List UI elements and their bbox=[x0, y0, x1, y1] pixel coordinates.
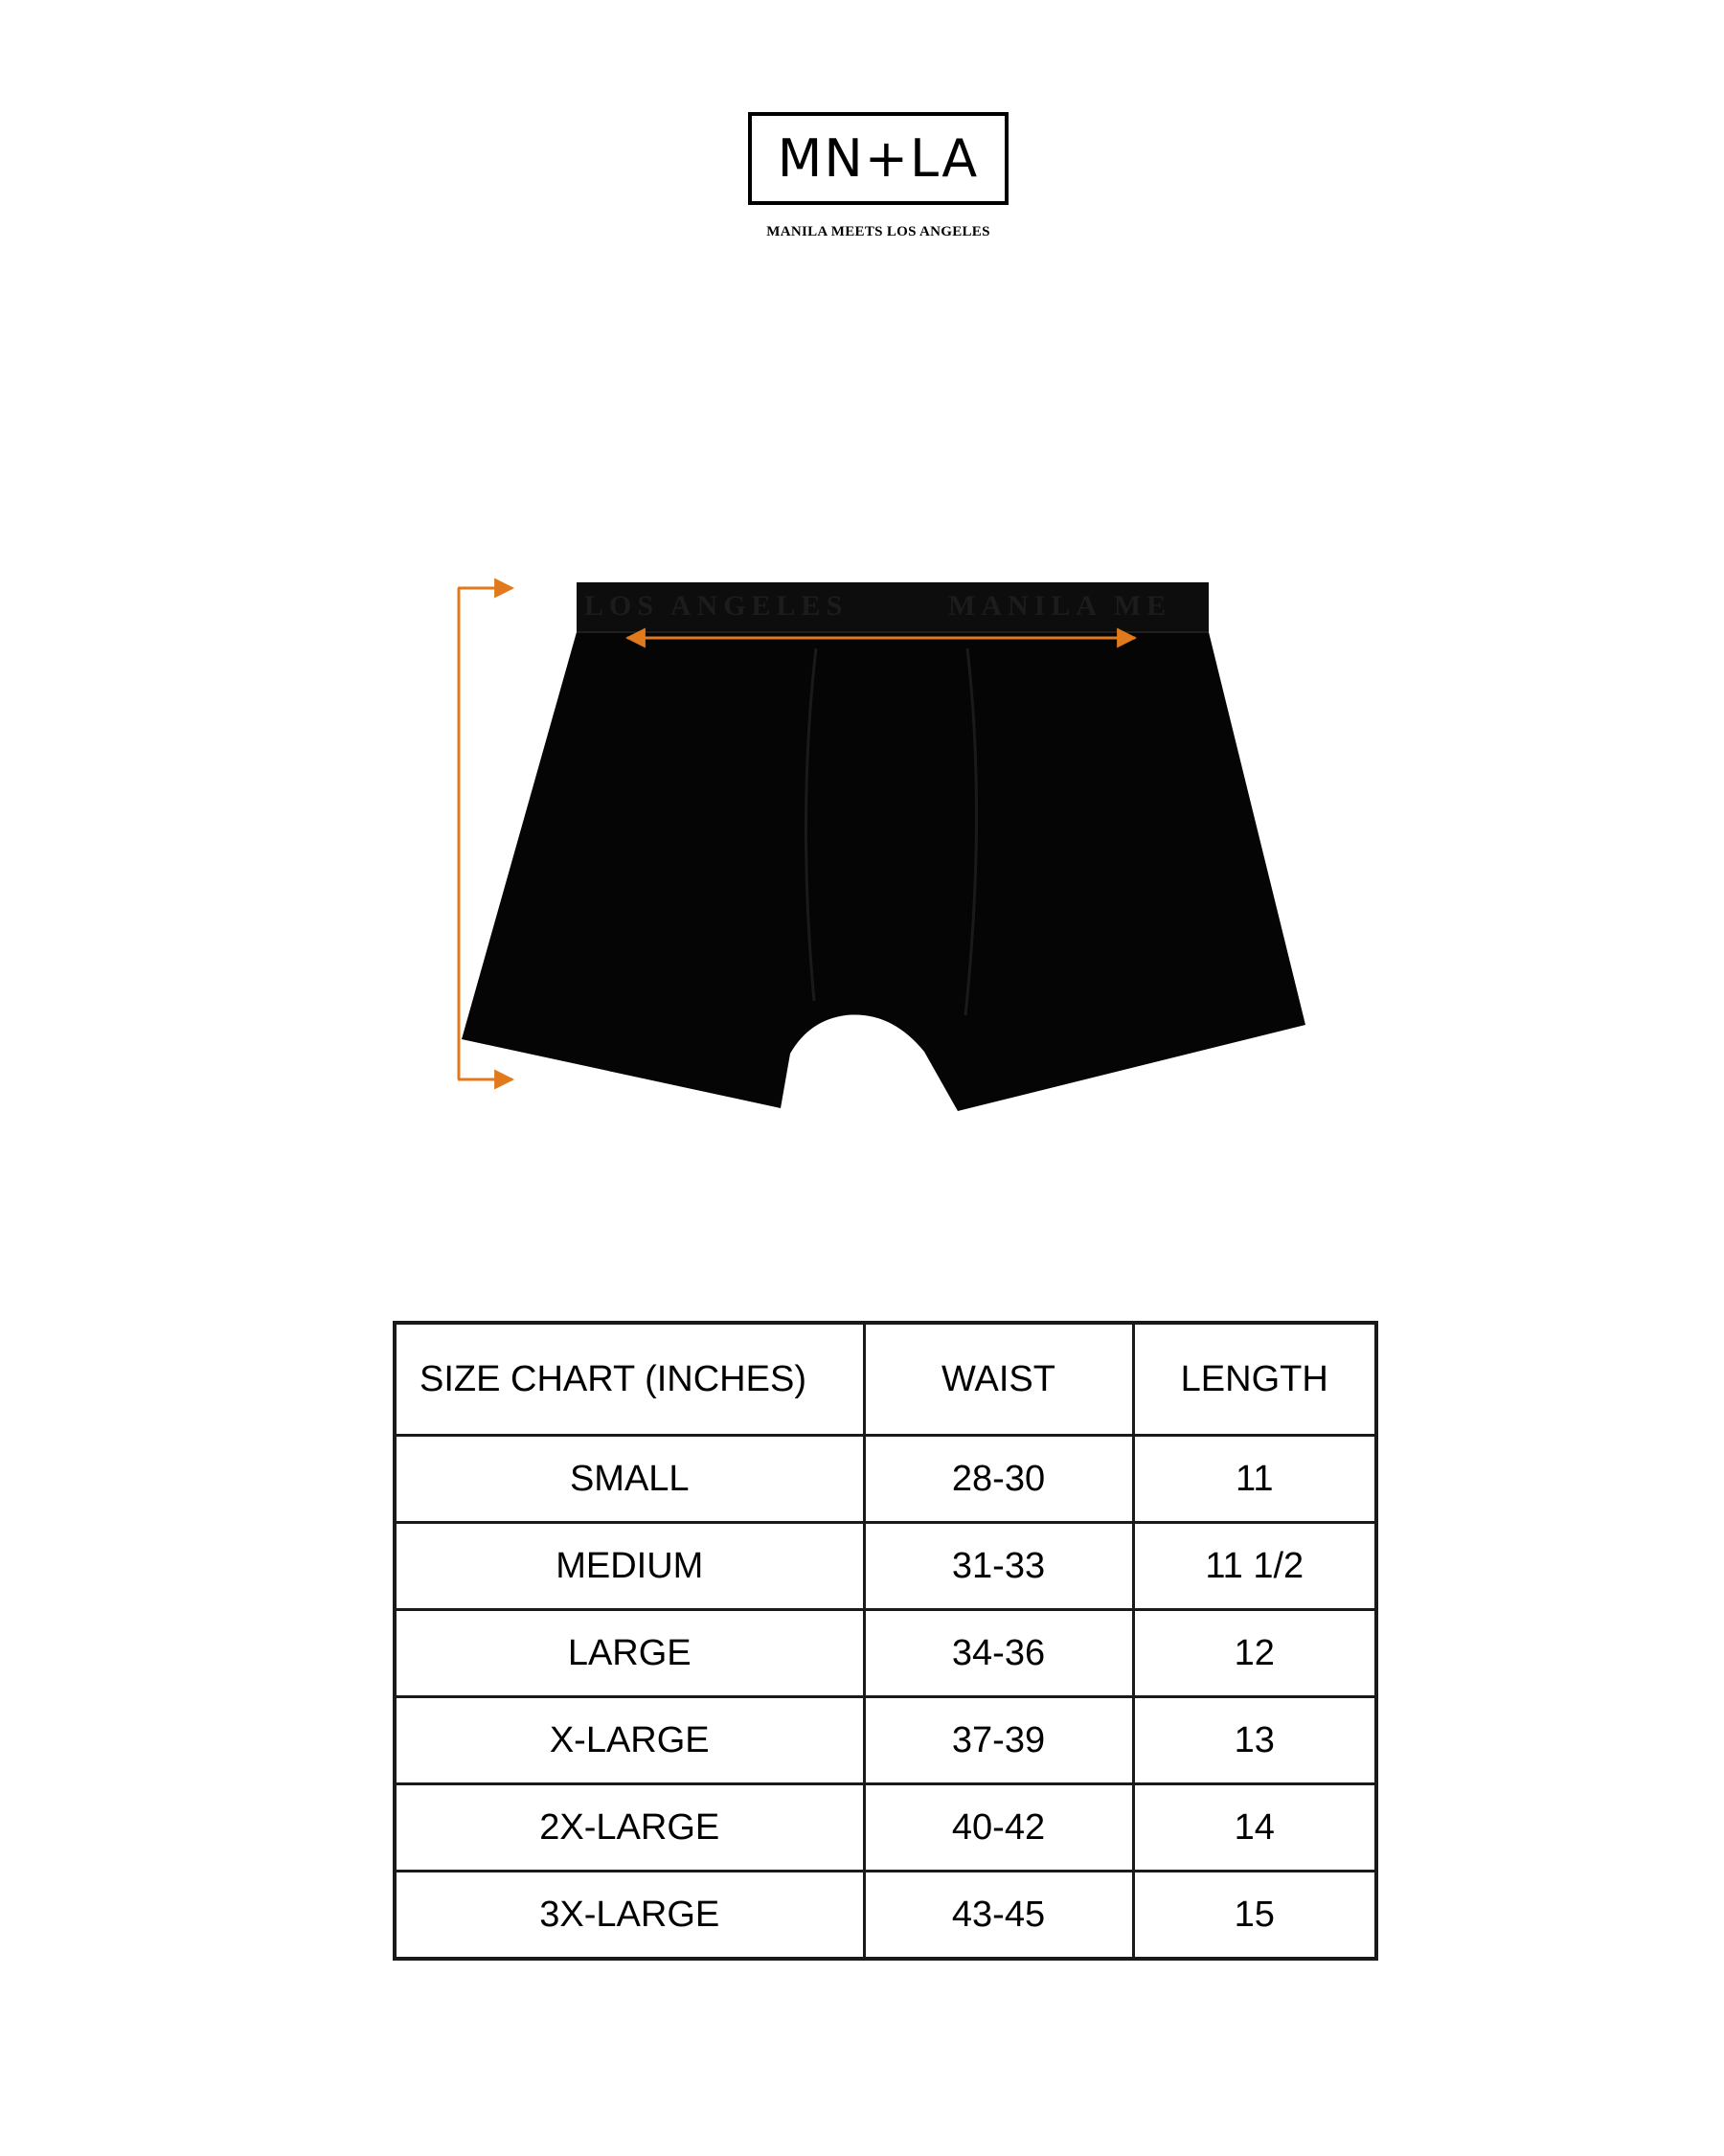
table-row bbox=[395, 1784, 1376, 1872]
header-size-chart: SIZE CHART (INCHES) bbox=[395, 1323, 864, 1436]
waist-cell: 28-30 bbox=[864, 1436, 1133, 1523]
size-cell: X-LARGE bbox=[395, 1697, 864, 1784]
size-cell: LARGE bbox=[395, 1610, 864, 1697]
length-cell: 12 bbox=[1133, 1610, 1376, 1697]
length-cell: 13 bbox=[1133, 1697, 1376, 1784]
table-row bbox=[395, 1436, 1376, 1523]
logo-mark: MN+LA bbox=[777, 127, 980, 189]
length-cell: 14 bbox=[1133, 1784, 1376, 1872]
table-row bbox=[395, 1523, 1376, 1610]
waist-cell: 37-39 bbox=[864, 1697, 1133, 1784]
header-waist: WAIST bbox=[864, 1323, 1133, 1436]
length-cell: 15 bbox=[1133, 1872, 1376, 1960]
size-cell: SMALL bbox=[395, 1436, 864, 1523]
size-cell: 2X-LARGE bbox=[395, 1784, 864, 1872]
waist-cell: 43-45 bbox=[864, 1872, 1133, 1960]
waistband-text-left: LOS ANGELES bbox=[584, 590, 849, 622]
brand-tagline: MANILA MEETS LOS ANGELES bbox=[766, 224, 990, 239]
length-cell: 11 bbox=[1133, 1436, 1376, 1523]
waistband-text-right: MANILA ME bbox=[948, 590, 1172, 622]
waist-cell: 31-33 bbox=[864, 1523, 1133, 1610]
table-row bbox=[395, 1697, 1376, 1784]
table-row bbox=[395, 1610, 1376, 1697]
garment-body bbox=[462, 582, 1305, 1111]
size-chart-table bbox=[393, 1321, 1378, 1961]
size-cell: MEDIUM bbox=[395, 1523, 864, 1610]
size-cell: 3X-LARGE bbox=[395, 1872, 864, 1960]
table-header-row bbox=[395, 1323, 1376, 1436]
waist-cell: 40-42 bbox=[864, 1784, 1133, 1872]
length-cell: 11 1/2 bbox=[1133, 1523, 1376, 1610]
table-row bbox=[395, 1872, 1376, 1960]
header-length: LENGTH bbox=[1133, 1323, 1376, 1436]
waist-cell: 34-36 bbox=[864, 1610, 1133, 1697]
